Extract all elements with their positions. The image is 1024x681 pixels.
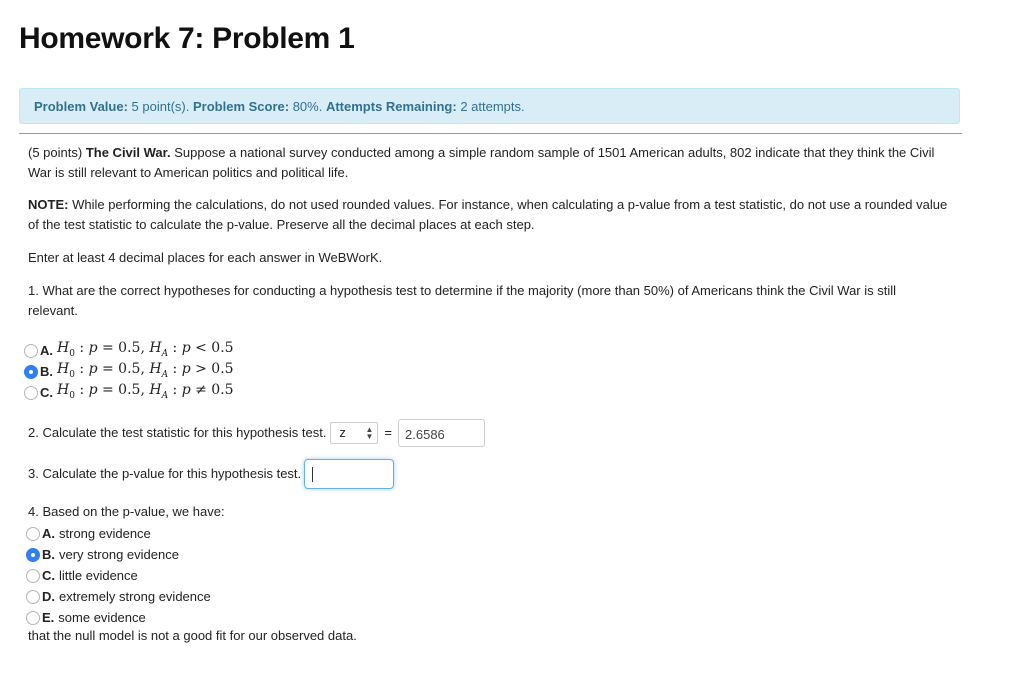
question-3-text: 3. Calculate the p-value for this hypothesis test. [28, 466, 302, 481]
choice-text: extremely strong evidence [59, 588, 211, 604]
q4-choice-e[interactable] [26, 607, 211, 628]
question-3 [28, 459, 394, 489]
attempts-remaining-label: Attempts Remaining: [325, 99, 457, 114]
radio-b[interactable] [24, 365, 38, 379]
hypothesis-a: $H_0$ : p = 0.5, $H_A$ : p < 0.5 [57, 339, 234, 359]
choice-letter: C. [42, 567, 55, 583]
choice-letter: D. [42, 588, 55, 604]
divider [19, 133, 962, 134]
note-text: While performing the calculations, do not used rounded values. For instance, when calculating a p-value from a test statistic, do not use a rounded value of the test statistic to calculate the p-value. Preserve all the decimal places at each step. [28, 197, 948, 232]
ha-symbol: ≠ [195, 381, 207, 398]
q4-choice-a[interactable] [26, 523, 211, 544]
hypothesis-c: $H_0$ : p = 0.5, $H_A$ : p ≠ 0.5 [57, 381, 234, 401]
q4-choice-d[interactable] [26, 586, 211, 607]
note-label: NOTE: [28, 197, 69, 212]
choice-letter: A. [40, 342, 53, 358]
statistic-select-value: z [339, 425, 346, 440]
choice-text: little evidence [59, 567, 138, 583]
ha-symbol: < [195, 339, 207, 356]
statistic-select[interactable] [330, 422, 378, 444]
equals-sign: = [384, 425, 393, 440]
p-value-input[interactable] [304, 459, 394, 489]
decimals-instruction: Enter at least 4 decimal places for each answer in WeBWorK. [28, 250, 383, 265]
choice-text: strong evidence [59, 525, 151, 541]
radio-d[interactable] [26, 590, 40, 604]
choice-letter: C. [40, 384, 53, 400]
radio-a[interactable] [26, 527, 40, 541]
question-1: 1. What are the correct hypotheses for conducting a hypothesis test to determine if the majority (more than 50%) of Americans think the Civil War is still relevant. [28, 283, 897, 318]
choice-text: very strong evidence [59, 546, 179, 562]
note-paragraph [28, 195, 948, 235]
choice-letter: A. [42, 525, 55, 541]
test-statistic-input[interactable]: 2.6586 [398, 419, 485, 447]
points-text: (5 points) [28, 145, 83, 160]
q4-choice-c[interactable] [26, 565, 211, 586]
radio-b[interactable] [26, 548, 40, 562]
radio-c[interactable] [24, 386, 38, 400]
choice-letter: E. [42, 609, 55, 625]
radio-c[interactable] [26, 569, 40, 583]
updown-arrows-icon: ▲ ▼ [365, 425, 374, 441]
problem-intro [28, 143, 948, 183]
problem-value-label: Problem Value: [34, 99, 128, 114]
question-2-text: 2. Calculate the test statistic for this hypothesis test. [28, 425, 327, 440]
choice-text: some evidence [58, 609, 146, 625]
problem-status-box [19, 88, 960, 124]
intro-text: Suppose a national survey conducted among a simple random sample of 1501 American adults, 802 indicate that they think the Civil War is still relevant to American politics and political life. [28, 145, 935, 180]
choice-letter: B. [40, 363, 53, 379]
question-2 [28, 419, 485, 447]
problem-score: 80%. [292, 99, 323, 114]
radio-e[interactable] [26, 611, 40, 625]
q1-choices [24, 340, 234, 403]
text-cursor [312, 467, 313, 482]
q4-choice-b[interactable] [26, 544, 211, 565]
page-title: Homework 7: Problem 1 [19, 22, 355, 55]
conclusion-text: that the null model is not a good fit for our observed data. [28, 628, 357, 643]
question-4: 4. Based on the p-value, we have: [28, 504, 225, 519]
q4-choices [26, 523, 211, 628]
choice-letter: B. [42, 546, 55, 562]
attempts-remaining: 2 attempts. [460, 99, 525, 114]
q1-choice-c[interactable] [24, 382, 234, 403]
problem-value: 5 point(s). [131, 99, 190, 114]
ha-symbol: > [195, 360, 207, 377]
problem-heading: The Civil War. [85, 145, 171, 160]
radio-a[interactable] [24, 344, 38, 358]
problem-score-label: Problem Score: [192, 99, 290, 114]
hypothesis-b: $H_0$ : p = 0.5, $H_A$ : p > 0.5 [57, 360, 234, 380]
